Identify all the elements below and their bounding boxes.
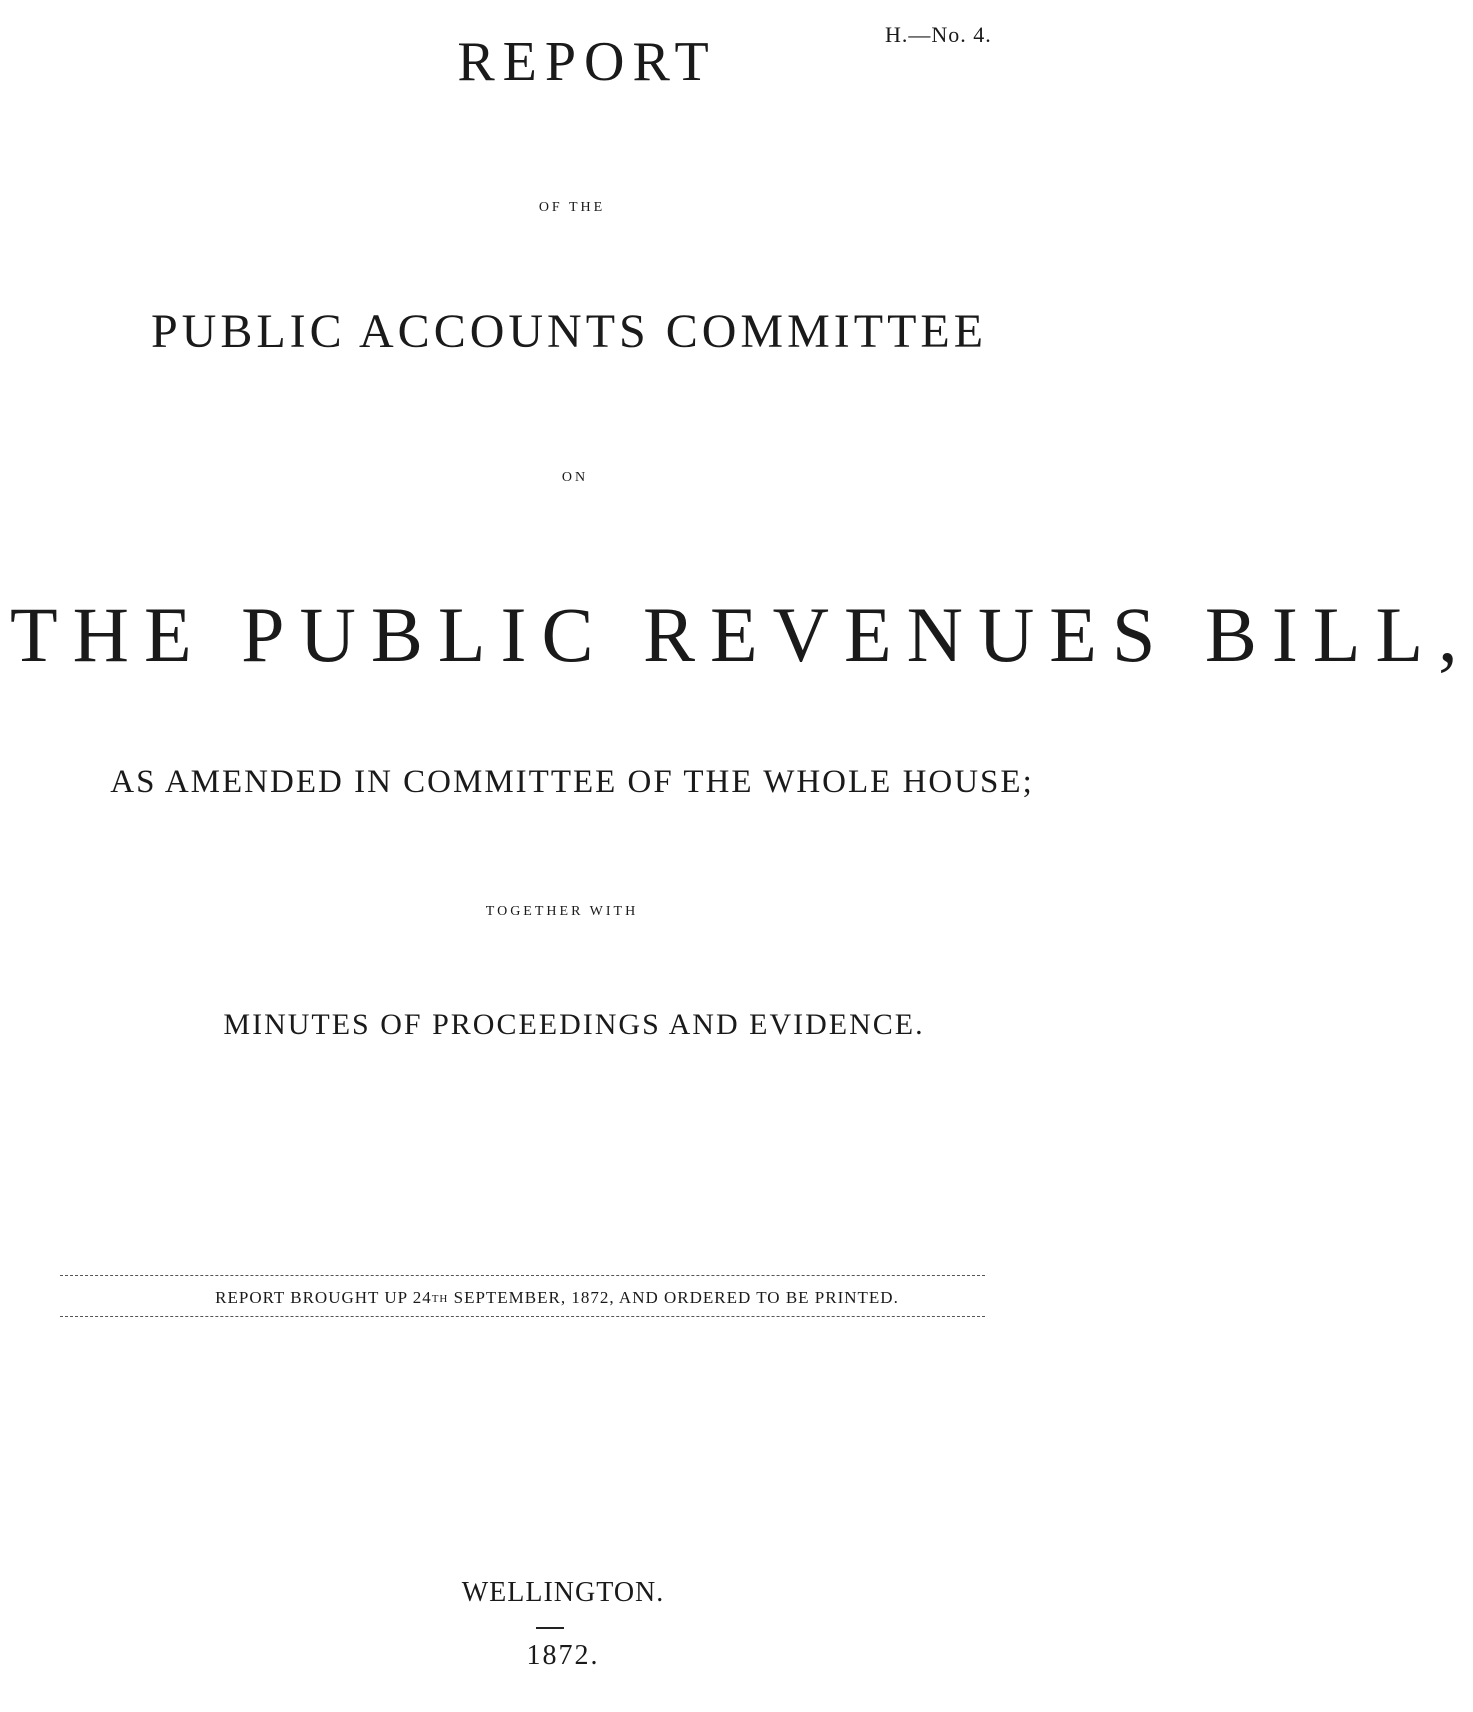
document-reference: H.—No. 4. <box>885 22 992 47</box>
publication-place: WELLINGTON. <box>461 1577 665 1608</box>
top-divider <box>60 1275 985 1276</box>
minutes-line: MINUTES OF PROCEEDINGS AND EVIDENCE. <box>223 1008 925 1041</box>
bottom-divider <box>60 1316 985 1317</box>
brought-up-notice <box>0 1288 1114 1308</box>
place-year-divider <box>536 1627 564 1629</box>
together-with-label: TOGETHER WITH <box>485 904 639 919</box>
brought-up-ordinal: TH <box>431 1293 449 1305</box>
on-label: ON <box>561 470 589 485</box>
committee-name: PUBLIC ACCOUNTS COMMITTEE <box>150 305 988 358</box>
brought-up-prefix: REPORT BROUGHT UP 24 <box>215 1288 432 1307</box>
of-the-label: OF THE <box>538 200 606 215</box>
publication-year: 1872. <box>526 1640 600 1671</box>
brought-up-suffix: SEPTEMBER, 1872, AND ORDERED TO BE PRINTED. <box>448 1288 899 1307</box>
report-title: REPORT <box>457 31 717 93</box>
amended-line: AS AMENDED IN COMMITTEE OF THE WHOLE HOUSE; <box>110 764 1034 800</box>
bill-title: THE PUBLIC REVENUES BILL, <box>10 591 1473 678</box>
